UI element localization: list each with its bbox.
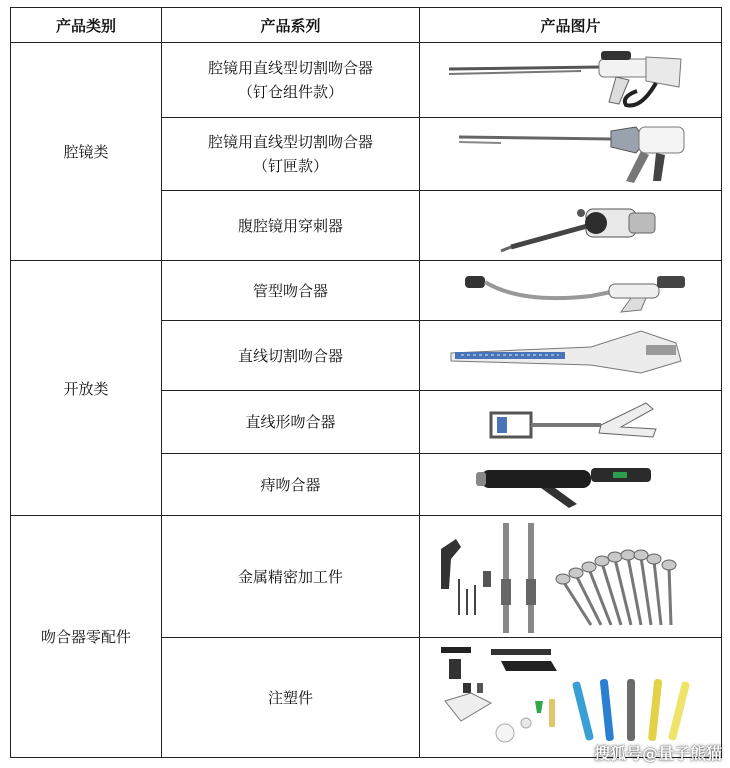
circular-stapler-image (441, 266, 701, 316)
table-row (11, 261, 722, 321)
series-name: 腔镜用直线型切割吻合器 (207, 133, 373, 151)
series-name: 直线切割吻合器 (237, 346, 343, 365)
series-name: 管型吻合器 (252, 281, 328, 300)
metal-parts-image (431, 519, 711, 635)
series-cell (162, 118, 420, 191)
series-subname: （钉仓组件款） (237, 83, 343, 101)
trocar-image (441, 195, 701, 257)
header-series: 产品系列 (162, 8, 420, 43)
series-cell (162, 638, 420, 758)
endo-linear-cutter-magazine-image (441, 121, 701, 187)
product-image-cell (420, 516, 722, 638)
series-name: 痔吻合器 (260, 475, 321, 494)
table-row (11, 516, 722, 638)
series-cell (162, 261, 420, 321)
series-cell (162, 43, 420, 118)
product-image-cell (420, 261, 722, 321)
product-image-cell (420, 43, 722, 118)
product-image-cell (420, 638, 722, 758)
series-name: 金属精密加工件 (237, 567, 343, 586)
product-image-cell (420, 321, 722, 391)
header-row (11, 8, 722, 43)
product-image-cell (420, 191, 722, 261)
product-image-cell (420, 118, 722, 191)
category-cell: 吻合器零配件 (11, 516, 162, 758)
series-name: 腹腔镜用穿刺器 (237, 216, 343, 235)
hemorrhoid-stapler-image (441, 458, 701, 512)
series-name: 注塑件 (267, 688, 313, 707)
header-category: 产品类别 (11, 8, 162, 43)
watermark: 搜狐号@量子熊猫 (593, 744, 722, 763)
series-cell (162, 191, 420, 261)
product-image-cell (420, 391, 722, 454)
series-cell (162, 516, 420, 638)
series-name: 腔镜用直线型切割吻合器 (207, 59, 373, 77)
series-cell (162, 321, 420, 391)
linear-stapler-image (441, 395, 701, 449)
product-image-cell (420, 454, 722, 516)
series-cell (162, 391, 420, 454)
series-name: 直线形吻合器 (245, 413, 336, 431)
product-table (10, 7, 722, 758)
plastic-parts-image (431, 641, 711, 755)
category-cell: 腔镜类 (11, 43, 162, 261)
series-subname: （钉匣款） (252, 157, 328, 175)
linear-cutter-image (441, 325, 701, 387)
series-cell (162, 454, 420, 516)
endo-linear-cutter-cartridge-image (441, 47, 701, 113)
table-row (11, 43, 722, 118)
header-picture: 产品图片 (420, 8, 722, 43)
category-cell: 开放类 (11, 261, 162, 516)
